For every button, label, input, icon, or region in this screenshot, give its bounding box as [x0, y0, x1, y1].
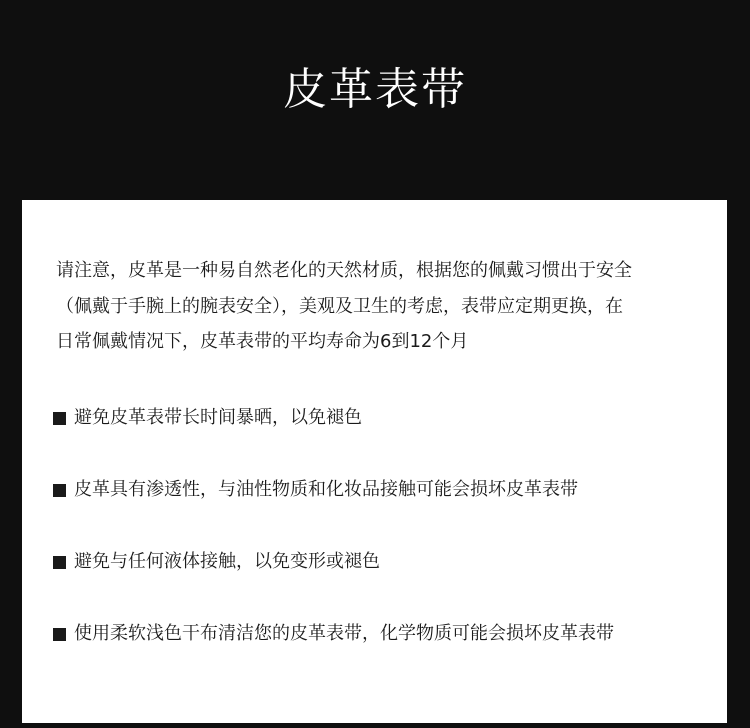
- intro-line: （佩戴于手腕上的腕表安全），美观及卫生的考虑，表带应定期更换，在: [56, 295, 623, 317]
- intro-line: 日常佩戴情况下，皮革表带的平均寿命为6到12个月: [56, 331, 469, 352]
- page-title: 皮革表带: [283, 64, 467, 115]
- care-tip-text: 皮革具有渗透性，与油性物质和化妆品接触可能会损坏皮革表带: [74, 479, 578, 500]
- care-tip-item: [53, 475, 713, 505]
- care-tip-item: [53, 403, 713, 433]
- black-square-bullet-icon: [53, 484, 66, 497]
- black-square-bullet-icon: [53, 628, 66, 641]
- intro-paragraph: [56, 253, 696, 360]
- care-tip-text: 避免皮革表带长时间暴晒，以免褪色: [74, 407, 362, 428]
- care-tip-item: [53, 619, 713, 649]
- black-square-bullet-icon: [53, 412, 66, 425]
- care-notice-card: [22, 200, 727, 723]
- care-tip-text: 避免与任何液体接触，以免变形或褪色: [74, 551, 380, 572]
- care-tip-text: 使用柔软浅色干布清洁您的皮革表带，化学物质可能会损坏皮革表带: [74, 623, 614, 644]
- black-square-bullet-icon: [53, 556, 66, 569]
- care-tip-item: [53, 547, 713, 577]
- intro-line: 请注意，皮革是一种易自然老化的天然材质，根据您的佩戴习惯出于安全: [56, 260, 632, 281]
